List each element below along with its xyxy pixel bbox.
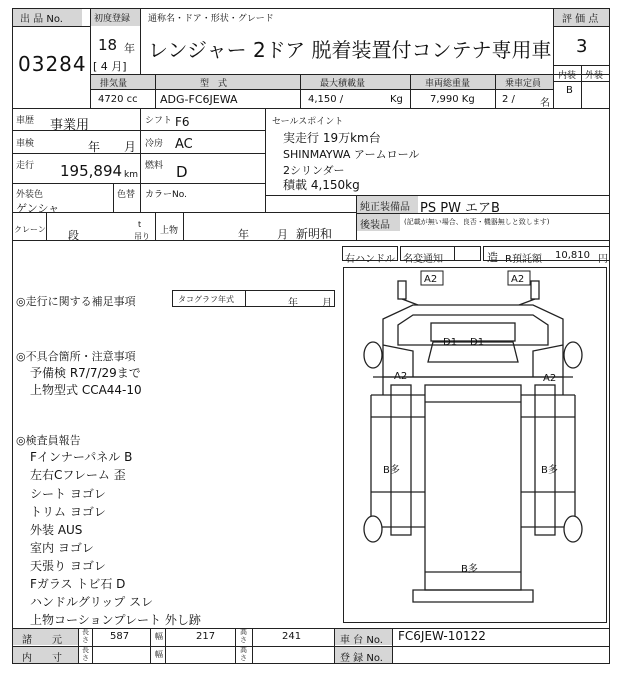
body-month: 月 [277,228,288,241]
lot-label: 出 品 No. [20,14,63,25]
defect-line-2: 上物型式 CCA44-10 [30,383,142,397]
year-unit: 年 [124,42,135,55]
capacity-label: 乗車定員 [505,79,542,89]
sales-line-3: 2シリンダー [283,164,345,177]
equipment-label: 純正装備品 [360,202,410,213]
defects-title: ◎不具合箇所・注意事項 [16,350,136,363]
inspector-line-3: シート ヨゴレ [30,487,106,501]
mark-d1-windshield-left: D1 [443,337,458,348]
first-reg-year: 18 [98,36,118,54]
type-label: 型 式 [200,79,228,89]
crane-label: クレーン [14,225,46,234]
ac-label: 冷房 [145,139,164,149]
capacity: 2 / [502,94,515,105]
history-label: 車歴 [16,116,35,126]
shift-value: F6 [175,115,190,129]
recycle-deposit: 10,810 [555,250,590,261]
history-value: 事業用 [50,118,90,133]
mileage-value: 195,894 [60,162,123,180]
mark-a2-front-left: A2 [424,274,438,285]
body-maker: 新明和 [296,227,333,241]
inspector-line-2: 左右Cフレーム 歪 [30,468,126,482]
lot-number: 03284 [18,52,87,76]
aftermarket-label: 後装品 [360,220,390,231]
interior-grade: B [566,85,573,96]
inspector-line-1: Fインナーパネル B [30,450,133,464]
max-load-unit: Kg [390,94,403,105]
max-load-label: 最大積載量 [320,79,366,89]
inspection-label: 車検 [16,139,35,149]
inspection-month: 月 [124,140,137,154]
model-header: 通称名・ドア・形状・グレード [148,14,274,24]
gross-weight: 7,990 Kg [430,94,475,105]
first-reg-label: 初度登録 [94,14,131,24]
mark-a2-door-right: A2 [543,373,557,384]
inspection-year: 年 [88,140,101,154]
fuel-label: 燃料 [145,161,164,171]
car-name: レンジャー 2ドア 脱着装置付コンテナ専用車 [148,38,552,62]
sales-line-1: 実走行 19万km台 [283,131,381,145]
mark-b-rear: B多 [461,564,478,575]
color-no-label: カラーNo. [145,190,187,200]
width-value: 217 [196,631,216,642]
recycle-label: R預託額 [505,254,542,265]
fuel-value: D [176,163,188,181]
inner-label: 内 寸 [22,653,62,664]
crane-stage: 段 [68,229,79,242]
gross-weight-label: 車両総重量 [425,79,471,89]
inspector-line-4: トリム ヨゴレ [30,505,106,519]
color-value: ゲンシャ [16,202,60,215]
aftermarket-note: (記載が無い場合、良否・機器無しと致します) [404,218,550,226]
type-value: ADG-FC6JEWA [160,93,238,106]
yen-unit: 円 [598,254,608,265]
inspector-line-9: ハンドルグリップ スレ [30,595,154,609]
width-label: 幅 [155,632,163,641]
recycle-mark: 造 [487,251,498,264]
mark-a2-front-right: A2 [511,274,525,285]
inspector-line-8: Fガラス トビ石 D [30,577,126,591]
equipment-value: PS PW エアB [420,201,500,216]
mileage-label: 走行 [16,161,35,171]
length-label: 長さ [82,628,89,644]
mileage-unit: km [124,170,138,180]
color-label: 外装色 [16,190,44,200]
sales-line-2: SHINMAYWA アームロール [283,148,420,161]
displacement-label: 排気量 [100,79,128,89]
interior-label: 内装 [558,71,577,81]
mark-b-frame-left: B多 [383,465,400,476]
score-label: 評 価 点 [562,14,599,25]
inner-width-label: 幅 [155,650,163,659]
truck-outline [371,281,575,602]
inner-height-label: 高さ [240,646,247,662]
mark-b-frame-right: B多 [541,465,558,476]
sales-point-label: セールスポイント [272,117,344,127]
displacement: 4720 cc [98,94,138,105]
tacho-label: タコグラフ年式 [178,295,234,304]
supplement-title: ◎走行に関する補足事項 [16,295,136,308]
body-year: 年 [238,228,249,241]
reg-label: 登 録 No. [340,653,383,664]
spec-label: 諸 元 [22,635,62,646]
vehicle-damage-diagram [343,267,607,623]
chassis-label: 車 台 No. [340,635,383,646]
length-value: 587 [110,631,130,642]
sales-line-4: 積載 4,150kg [283,178,360,192]
first-reg-month: [ 4 月] [93,60,127,73]
defect-line-1: 予備検 R7/7/29まで [30,366,141,380]
shift-label: シフト [145,116,173,126]
inspector-line-7: 天張り ヨゴレ [30,559,106,573]
tacho-month: 月 [322,298,332,309]
inspector-line-6: 室内 ヨゴレ [30,541,94,555]
capacity-unit: 名 [540,98,550,109]
max-load: 4,150 / [308,94,344,105]
inspector-line-10: 上物コーションプレート 外し跡 [30,613,201,627]
name-change-label: 名変通知 [403,254,443,265]
mark-d1-windshield-right: D1 [470,337,485,348]
ac-value: AC [175,137,193,152]
exterior-label: 外装 [585,71,604,81]
crane-hanging: 吊り [134,232,150,241]
handle-value: 右ハンドル [345,254,395,265]
score-value: 3 [576,36,588,57]
body-label: 上物 [160,226,179,236]
height-value: 241 [282,631,302,642]
color-code-label: 色替 [117,190,136,200]
chassis-value: FC6JEW-10122 [398,629,486,643]
inner-length-label: 長さ [82,646,89,662]
tacho-year: 年 [288,298,298,309]
mark-a2-door-left: A2 [394,371,408,382]
crane-tons: t [138,220,142,229]
inspector-title: ◎検査員報告 [16,434,81,447]
height-label: 高さ [240,628,247,644]
inspector-line-5: 外装 AUS [30,523,83,537]
